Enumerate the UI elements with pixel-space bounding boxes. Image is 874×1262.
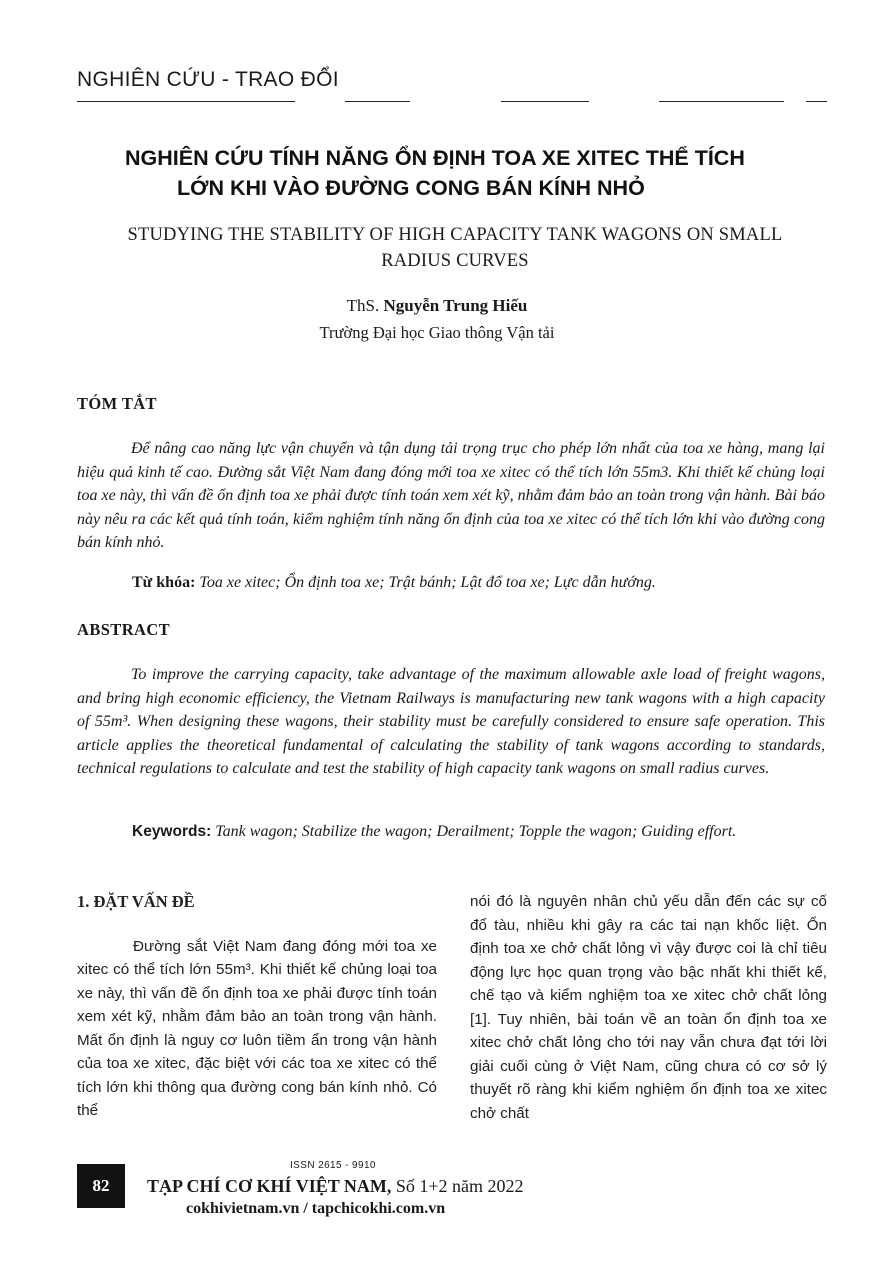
title-english: [80, 222, 830, 274]
abstract-body: To improve the carrying capacity, take advantage of the maximum allowable axle load of freight wagons, and bring high economic efficiency, the Vietnam Railways is manufacturing new tank wagons with a high capacity of 55m³. When designing these wagons, their stability must be carefully considered to ensure safe operation. This article applies the theoretical fundamental of calculating the stability of tank wagons according to standards, technical regulations to calculate and test the stability of high capacity tank wagons on small radius curves.: [77, 666, 825, 777]
keywords-vn: [132, 574, 656, 592]
column-right: [470, 890, 827, 1125]
journal-name: TẠP CHÍ CƠ KHÍ VIỆT NAM,: [147, 1176, 392, 1196]
header-rule: [806, 101, 827, 102]
keywords-vn-label: Từ khóa:: [132, 574, 196, 591]
section1-heading: 1. ĐẶT VẤN ĐỀ: [77, 892, 195, 911]
header-rule: [345, 101, 410, 102]
title-en-line2: RADIUS CURVES: [381, 251, 529, 271]
journal-issue: Số 1+2 năm 2022: [391, 1176, 524, 1196]
title-en-line1: STUDYING THE STABILITY OF HIGH CAPACITY TANK WAGONS ON SMALL: [127, 225, 783, 245]
author-name: Nguyễn Trung Hiếu: [383, 296, 528, 315]
section1-right-text: nói đó là nguyên nhân chủ yếu dẫn đến các sự cố đổ tàu, nhiều khi gây ra các tai nạn khốc liệt. Ổn định toa xe chở chất lỏng vì vậy được coi là chỉ tiêu động lực học quan trọng vào bậc nhất khi thiết kế, chế tạo và kiểm nghiệm toa xe xitec chở chất lỏng [1]. Tuy nhiên, bài toán về an toàn ổn định toa xe xitec chở chất lỏng cho tới nay vẫn chưa đạt tới lời giải cuối cùng ở Việt Nam, cũng chưa có cơ sở lý thuyết rõ ràng khi kiểm nghiệm ổn định toa xe xitec chở chất: [470, 893, 827, 1122]
section-label: NGHIÊN CỨU - TRAO ĐỔI: [77, 68, 339, 91]
abstract-heading: ABSTRACT: [77, 620, 171, 639]
page-number: 82: [77, 1164, 125, 1208]
keywords-vn-text: Toa xe xitec; Ổn định toa xe; Trật bánh; Lật đổ toa xe; Lực dẫn hướng.: [199, 574, 656, 591]
journal-websites: cokhivietnam.vn / tapchicokhi.com.vn: [186, 1200, 446, 1217]
header-rule: [659, 101, 784, 102]
column-left: [77, 890, 437, 1123]
summary-heading: TÓM TẮT: [77, 394, 157, 413]
section1-left-text: Đường sắt Việt Nam đang đóng mới toa xe xitec có thể tích lớn 55m³. Khi thiết kế chủng loại toa xe này, thì vấn đề ổn định toa xe phải được tính toán xem xét kỹ, nhằm đảm bảo an toàn trong vận hành. Mất ổn định là nguy cơ luôn tiềm ẩn trong vận hành của toa xe xitec, đặc biệt với các toa xe xitec có thể tích lớn khi thông qua đường cong bán kính nhỏ. Có thể: [77, 937, 437, 1119]
journal-title: [147, 1176, 524, 1197]
header-rule: [501, 101, 589, 102]
title-vn-line2: LỚN KHI VÀO ĐƯỜNG CONG BÁN KÍNH NHỎ: [177, 176, 645, 200]
header-rule: [77, 101, 295, 102]
issn: ISSN 2615 - 9910: [290, 1160, 376, 1171]
keywords-en: [132, 823, 736, 841]
title-vietnamese: [125, 143, 825, 203]
author: [0, 296, 874, 316]
keywords-en-label: Keywords:: [132, 823, 212, 840]
affiliation: Trường Đại học Giao thông Vận tải: [319, 323, 555, 342]
summary-body: Để nâng cao năng lực vận chuyển và tận dụng tải trọng trục cho phép lớn nhất của toa xe hàng, mang lại hiệu quả kinh tế cao. Đường sắt Việt Nam đang đóng mới toa xe xitec có thể tích lớn 55m3. Khi thiết kế chủng loại toa xe này, thì vấn đề ổn định toa xe phải được tính toán xem xét kỹ, nhằm đảm bảo an toàn trong vận hành. Bài báo này nêu ra các kết quả tính toán, kiểm nghiệm tính năng ổn định của toa xe xitec có thể tích lớn khi vào đường cong bán kính nhỏ.: [77, 440, 825, 551]
title-vn-line1: NGHIÊN CỨU TÍNH NĂNG ỔN ĐỊNH TOA XE XITEC THỂ TÍCH: [125, 146, 745, 170]
author-prefix: ThS.: [346, 296, 384, 315]
keywords-en-text: Tank wagon; Stabilize the wagon; Derailment; Topple the wagon; Guiding effort.: [215, 823, 737, 840]
